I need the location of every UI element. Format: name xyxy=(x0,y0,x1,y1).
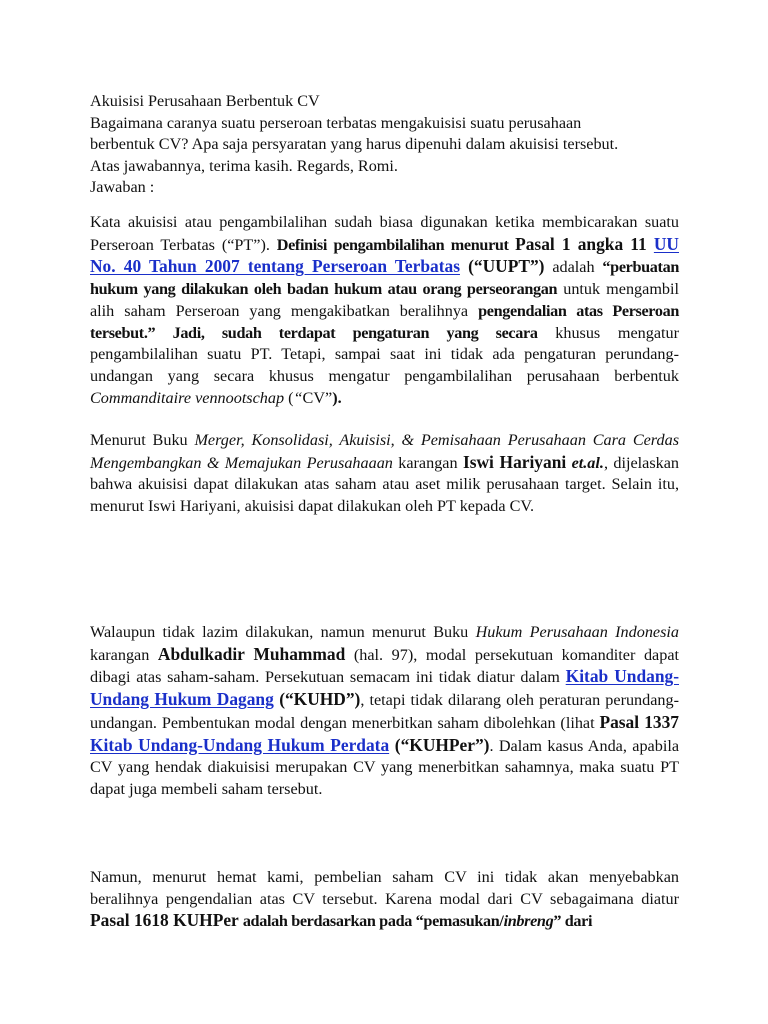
abbreviation: (“UUPT”) xyxy=(459,256,545,277)
abbreviation: (“KUHPer”) xyxy=(389,734,490,755)
law-reference: Pasal 1 angka 11 xyxy=(515,233,647,254)
text-run: CV” xyxy=(302,388,333,407)
book-title: Merger, Konsolidasi, Akuisisi, & Pemisahaan Perusahaan Cara Cerdas Mengembangkan & Memajukan Perusahaaan xyxy=(90,431,679,472)
link-uupt[interactable]: UU No. 40 Tahun 2007 tentang Perseroan Terbatas xyxy=(90,233,679,277)
text-run: khusus mengatur pengambilalihan suatu PT. Tetapi, sampai saat ini tidak ada pengaturan perundang-undangan yang secara khusus mengatur pengambilalihan perusahaan berbentuk xyxy=(90,323,679,385)
law-reference: Pasal 1337 xyxy=(599,711,679,732)
answer-label: Jawaban : xyxy=(90,178,155,197)
text-run: ( xyxy=(284,388,294,407)
question-line: berbentuk CV? Apa saja persyaratan yang harus dipenuhi dalam akuisisi tersebut. xyxy=(90,135,619,154)
text-run: karangan xyxy=(90,645,158,664)
et-al: et.al. xyxy=(571,453,604,472)
text-run: ). xyxy=(332,388,342,407)
question-line: Bagaimana caranya suatu perseroan terbatas mengakuisisi suatu perusahaan xyxy=(90,113,582,132)
paragraph-4 xyxy=(90,867,679,933)
text-run: (hal. 97), modal persekutuan komanditer dapat dibagi atas saham-saham. Persekutuan semacam ini tidak diatur dalam xyxy=(90,645,679,687)
question-block xyxy=(90,91,690,199)
text-run: , tetapi tidak dilarang oleh peraturan perundang-undangan. Pembentukan modal dengan menerbitkan saham dibolehkan (lihat xyxy=(90,691,679,732)
italic-term: inbreng xyxy=(503,912,554,931)
law-reference: Pasal 1618 KUHPer xyxy=(90,910,239,931)
text-run: Kata akuisisi atau pengambilalihan sudah biasa digunakan ketika membicarakan suatu Perseroan Terbatas (“PT”). xyxy=(90,213,679,254)
author-name: Iswi Hariyani xyxy=(462,451,567,472)
text-run: . Dalam kasus Anda, apabila CV yang hendak diakuisisi merupakan CV yang menerbitkan sahamnya, maka suatu PT dapat juga membeli saham tersebut. xyxy=(90,736,680,798)
text-run: karangan xyxy=(392,453,463,472)
paragraph-2 xyxy=(90,430,679,518)
text-run: , dijelaskan bahwa akuisisi dapat dilakukan atas saham atau aset milik perusahaan target. Selain itu, menurut Iswi Hariyani, akuisisi dapat dilakukan oleh PT kepada CV. xyxy=(90,453,679,516)
paragraph-3 xyxy=(90,622,679,801)
abbreviation: (“KUHD”) xyxy=(273,689,361,710)
definition-quote: “perbuatan hukum yang dilakukan oleh badan hukum atau orang perseorangan xyxy=(90,258,679,299)
text-run: adalah xyxy=(544,258,603,277)
bold-text: ” dari xyxy=(553,912,593,931)
bold-text: Definisi pengambilalihan menurut xyxy=(276,235,516,254)
text-run: “ xyxy=(293,388,303,407)
link-kuhd[interactable]: Kitab Undang-Undang Hukum Dagang xyxy=(90,666,679,710)
question-line: Atas jawabannya, terima kasih. Regards, Romi. xyxy=(90,156,398,175)
text-run: Namun, menurut hemat kami, pembelian saham CV ini tidak akan menyebabkan beralihnya pengendalian atas CV tersebut. Karena modal dari CV sebagaimana diatur xyxy=(90,868,679,908)
author-name: Abdulkadir Muhammad xyxy=(157,643,346,664)
definition-quote: pengendalian atas Perseroan tersebut.” Jadi, sudah terdapat pengaturan yang secara xyxy=(90,301,679,342)
question-title: Akuisisi Perusahaan Berbentuk CV xyxy=(90,92,320,110)
link-kuhper[interactable]: Kitab Undang-Undang Hukum Perdata xyxy=(90,734,390,755)
paragraph-1 xyxy=(90,212,679,409)
bold-text: adalah berdasarkan pada “pemasukan/ xyxy=(242,912,504,931)
text-run: Menurut Buku xyxy=(90,431,195,449)
italic-term: Commanditaire vennootschap xyxy=(90,388,285,407)
text-run xyxy=(647,234,654,254)
text-run: Walaupun tidak lazim dilakukan, namun menurut Buku xyxy=(90,623,476,641)
text-run: untuk mengambil alih saham Perseroan yang mengakibatkan beralihnya xyxy=(90,280,680,320)
book-title: Hukum Perusahaan Indonesia xyxy=(475,623,679,641)
